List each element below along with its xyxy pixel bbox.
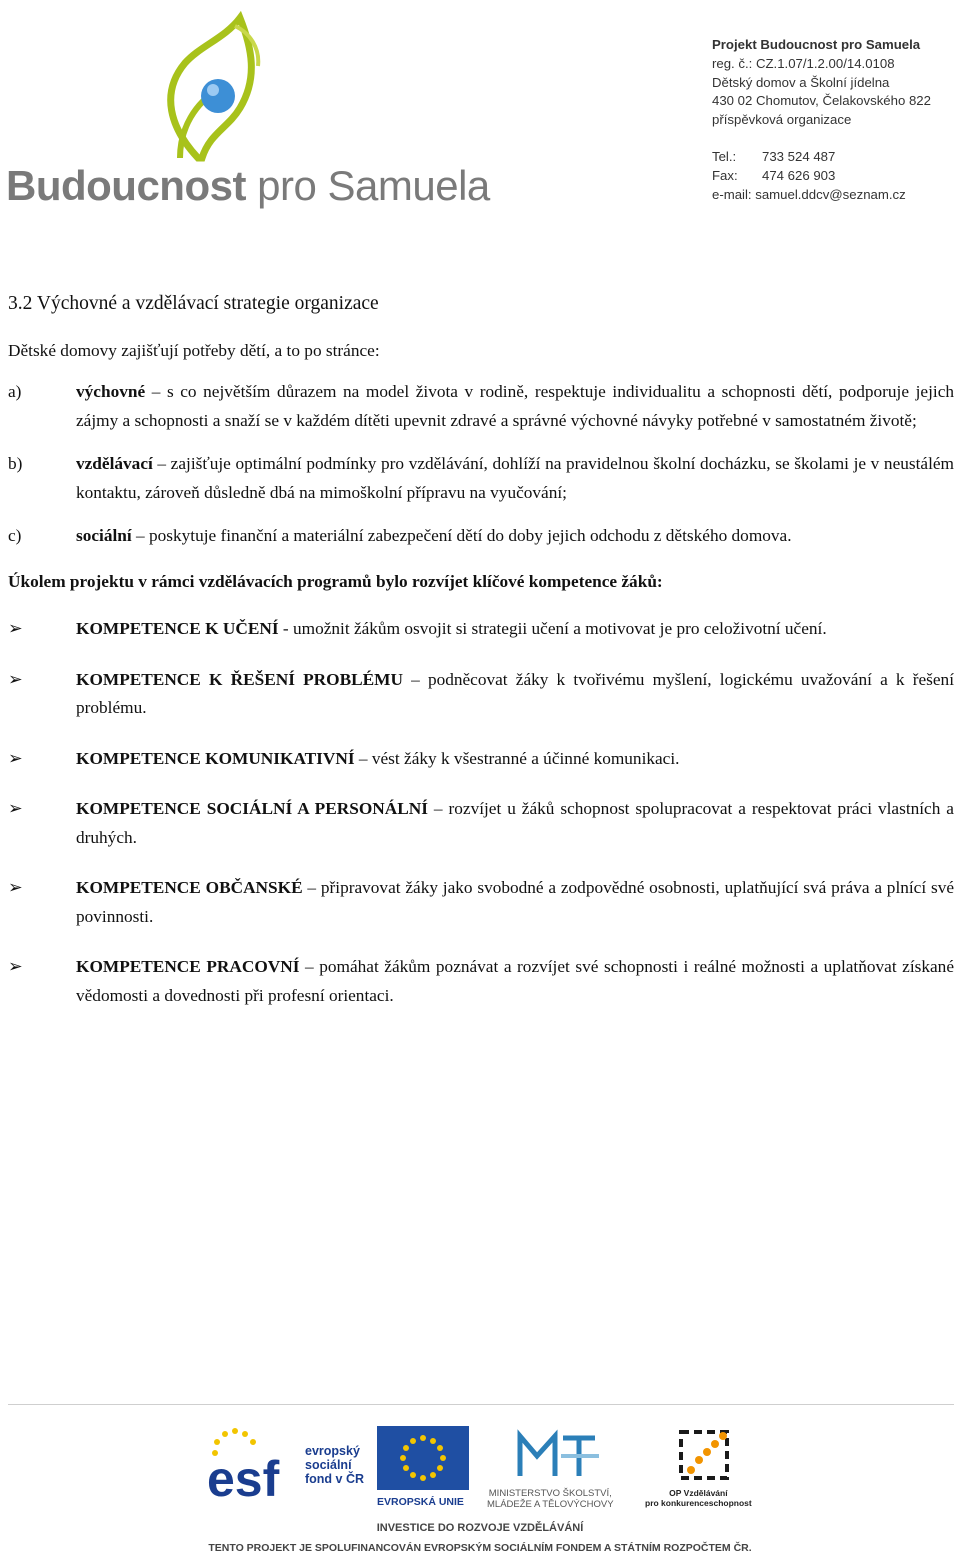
phone-row: Tel.: 733 524 487 [712,148,931,167]
eu-flag-icon [377,1426,469,1490]
phone-number: 733 524 487 [762,148,836,164]
registration-number: reg. č.: CZ.1.07/1.2.00/14.0108 [712,55,895,71]
logo-wordmark: Budoucnost pro Samuela [6,162,490,209]
competence-item: ➢ KOMPETENCE K UČENÍ - umožnit žákům osvojit si strategii učení a motivovat je pro celoživotní učení. [8,615,954,644]
funding-statement: TENTO PROJEKT JE SPOLUFINANCOVÁN EVROPSKÝM SOCIÁLNÍM FONDEM A STÁTNÍM ROZPOČTEM ČR. [208,1542,752,1554]
document-body [8,290,954,1032]
contact-block [712,36,931,204]
arrow-bullet-icon: ➢ [8,619,23,638]
fax-row: Fax: 474 626 903 [712,167,931,186]
arrow-bullet-icon: ➢ [8,669,23,689]
competence-item: ➢ KOMPETENCE K ŘEŠENÍ PROBLÉMU – podněcovat žáky k tvořivému myšlení, logickému uvažování a k řešení problému. [8,666,954,723]
email-address: samuel.ddcv@seznam.cz [755,186,906,202]
arrow-bullet-icon: ➢ [8,957,23,976]
project-name: Projekt Budoucnost pro Samuela [712,37,921,52]
investment-slogan: INVESTICE DO ROZVOJE VZDĚLÁVÁNÍ [376,1522,584,1534]
eu-label: EVROPSKÁ UNIE [377,1496,464,1508]
funding-logos [205,1420,765,1515]
competence-item: ➢ KOMPETENCE KOMUNIKATIVNÍ – vést žáky k všestranné a účinné komunikaci. [8,745,954,774]
list-item: c) sociální – poskytuje finanční a materiální zabezpečení dětí do doby jejich odchodu z dětského domova. [8,526,792,545]
email-row: e-mail: samuel.ddcv@seznam.cz [712,186,931,205]
svg-text:esf: esf [207,1451,280,1504]
list-item: b) vzdělávací – zajišťuje optimální podmínky pro vzdělávání, dohlíží na pravidelnou školní docházku, se školami je v neustálém kontaktu, zároveň důsledně dbá na mimoškolní přípravu na vyučování; [8,454,954,502]
op-logo-icon [675,1426,735,1484]
list-item: a) výchovné – s co největším důrazem na model života v rodině, respektuje individualitu a schopnosti dětí, podporuje jejich zájmy a schopnosti a snaží se v každém dítěti upevnit zdravé a správné výchovné návyky potřebné v samostatném životě; [8,382,954,430]
competence-item: ➢ KOMPETENCE PRACOVNÍ – pomáhat žákům poznávat a rozvíjet své schopnosti i reálné možnosti a uplatňovat získané vědomosti a dovednosti při profesní orientaci. [8,953,954,1010]
organization-name: Dětský domov a Školní jídelna [712,74,890,90]
arrow-bullet-icon: ➢ [8,799,23,818]
organization-type: příspěvková organizace [712,112,852,128]
esf-logo-icon [205,1426,301,1504]
arrow-bullet-icon: ➢ [8,878,23,897]
op-label: OP Vzdělávání pro konkurenceschopnost [645,1488,752,1508]
project-goal-heading: Úkolem projektu v rámci vzdělávacích programů bylo rozvíjet klíčové kompetence žáků: [8,571,663,591]
section-title: 3.2 Výchovné a vzdělávací strategie organizace [8,293,379,314]
esf-label: evropský sociální fond v ČR [305,1444,365,1486]
intro-paragraph: Dětské domovy zajišťují potřeby dětí, a to po stránce: [8,340,380,360]
msmt-label: MINISTERSTVO ŠKOLSTVÍ, MLÁDEŽE A TĚLOVÝCHOVY [487,1488,614,1510]
leaf-drop-logo-icon [140,8,280,168]
fax-number: 474 626 903 [762,167,836,183]
competence-item: ➢ KOMPETENCE OBČANSKÉ – připravovat žáky jako svobodné a zodpovědné osobnosti, uplatňující svá práva a plnící své povinnosti. [8,874,954,931]
competence-item: ➢ KOMPETENCE SOCIÁLNÍ A PERSONÁLNÍ – rozvíjet u žáků schopnost spolupracovat a respektovat práci vlastních a druhých. [8,795,954,852]
organization-address: 430 02 Chomutov, Čelakovského 822 [712,93,931,109]
footer-divider [8,1404,954,1405]
project-logo [0,0,490,220]
msmt-logo-icon [515,1426,605,1484]
arrow-bullet-icon: ➢ [8,748,23,768]
